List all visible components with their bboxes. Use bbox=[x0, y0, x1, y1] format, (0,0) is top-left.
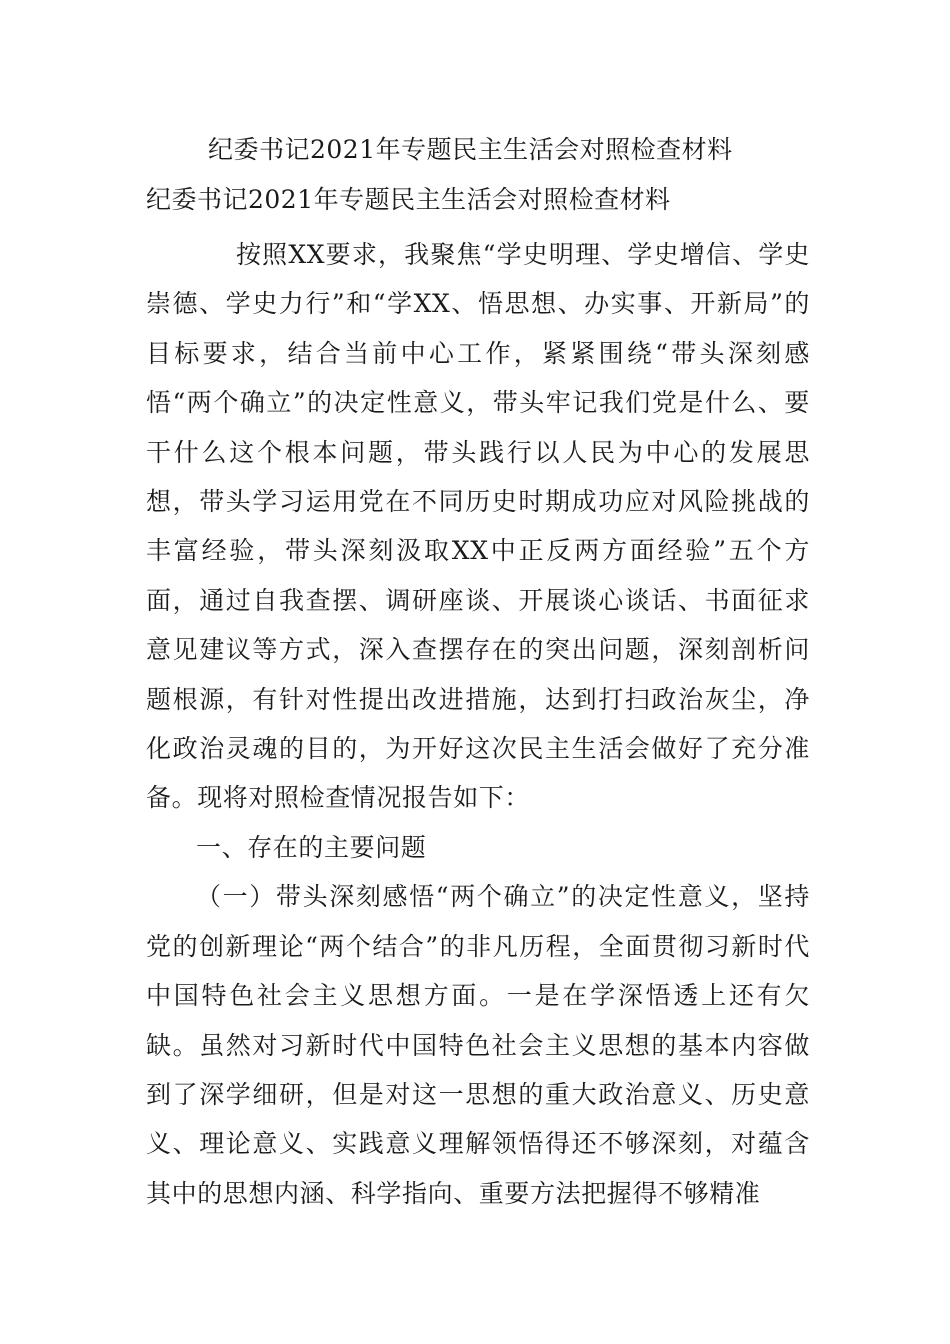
intro-paragraph: 按照XX要求，我聚焦“学史明理、学史增信、学史崇德、学史力行”和“学XX、悟思想、办实事、开新局”的目标要求，结合当前中心工作，紧紧围绕“带头深刻感悟“两个确立”的决定性意义，带头牢记我们党是什么、要干什么这个根本问题，带头践行以人民为中心的发展思想，带头学习运用党在不同历史时期成功应对风险挑战的丰富经验，带头深刻汲取XX中正反两方面经验”五个方面，通过自我查摆、调研座谈、开展谈心谈话、书面征求意见建议等方式，深入查摆存在的突出问题，深刻剖析问题根源，有针对性提出改进措施，达到打扫政治灰尘，净化政治灵魂的目的，为开好这次民主生活会做好了充分准备。现将对照检查情况报告如下： bbox=[146, 240, 810, 813]
subsection-paragraph: （一）带头深刻感悟“两个确立”的决定性意义，坚持党的创新理论“两个结合”的非凡历程，全面贯彻习新时代中国特色社会主义思想方面。一是在学深悟透上还有欠缺。虽然对习新时代中国特色社会主义思想的基本内容做到了深学细研，但是对这一思想的重大政治意义、历史意义、理论意义、实践意义理解领悟得还不够深刻，对蕴含其中的思想内涵、科学指向、重要方法把握得不够精准 bbox=[146, 882, 810, 1208]
document-title-repeat: 纪委书记2021年专题民主生活会对照检查材料 bbox=[146, 185, 671, 214]
section-heading: 一、存在的主要问题 bbox=[196, 832, 427, 862]
document-body bbox=[146, 230, 810, 1218]
document-title: 纪委书记2021年专题民主生活会对照检查材料 bbox=[208, 135, 733, 164]
